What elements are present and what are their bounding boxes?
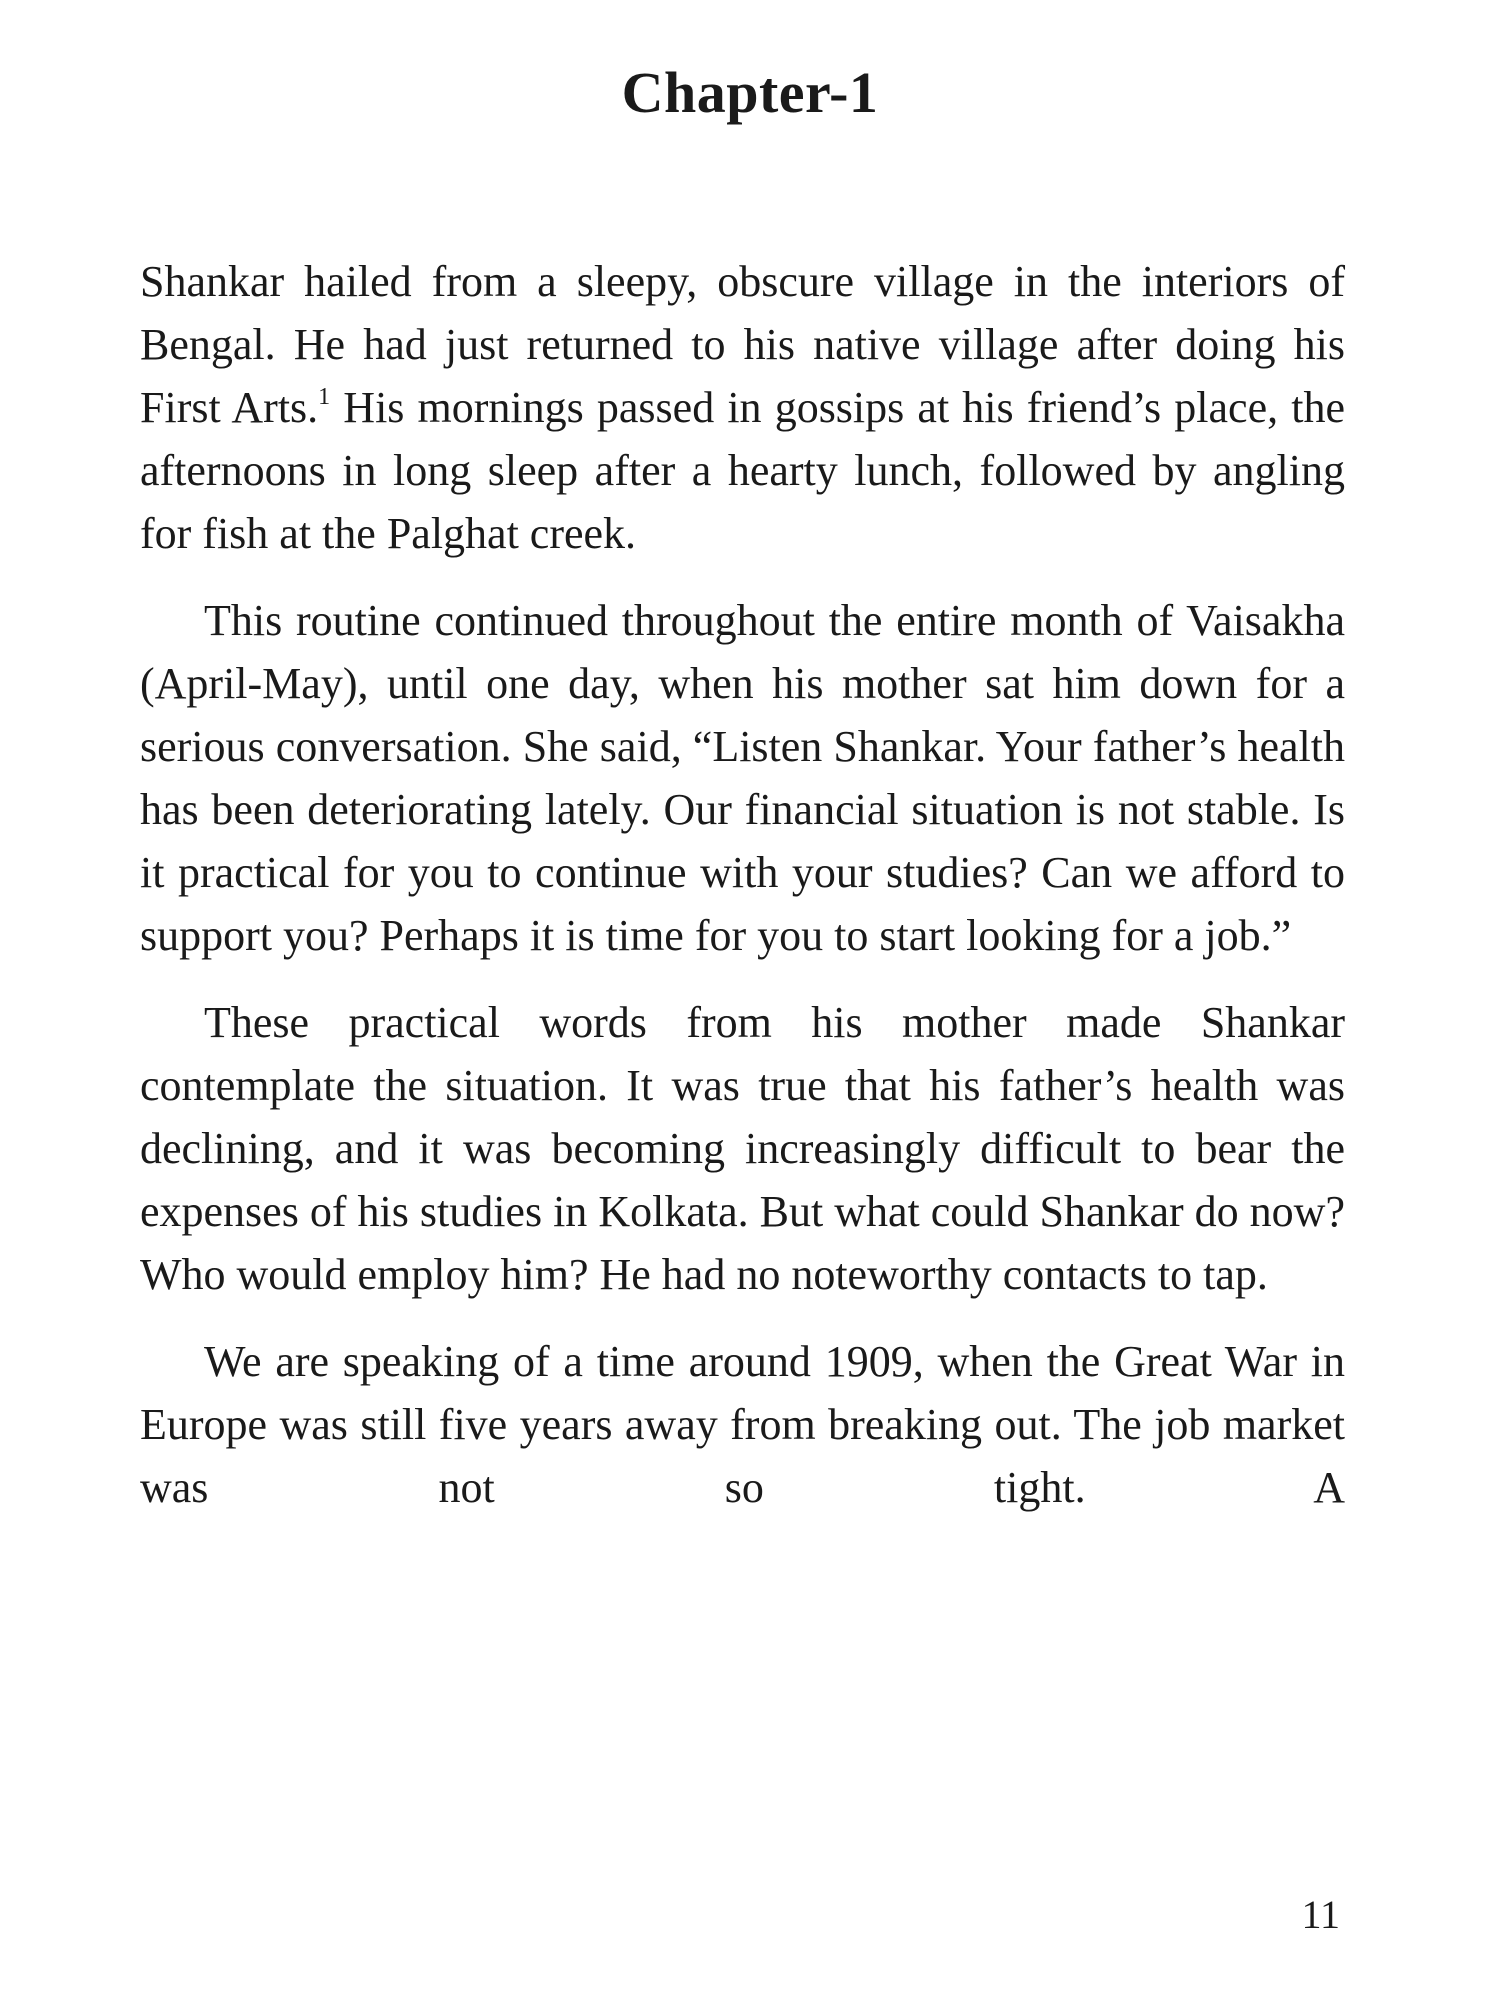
chapter-body <box>140 250 1345 1543</box>
paragraph-1 <box>140 250 1345 565</box>
page-number: 11 <box>1301 1892 1340 1937</box>
chapter-title: Chapter-1 <box>621 60 879 125</box>
paragraph-3: These practical words from his mother made Shankar contemplate the situation. It was true that his father’s health was declining, and it was becoming increasingly difficult to bear the expenses of his studies in Kolkata. But what could Shankar do now? Who would employ him? He had no noteworthy contacts to tap. <box>140 998 1345 1299</box>
paragraph-1-text-after-footnote: His mornings passed in gossips at his friend’s place, the afternoons in long sleep after a hearty lunch, followed by angling for fish at the Palghat creek. <box>140 383 1345 558</box>
paragraph-4: We are speaking of a time around 1909, when the Great War in Europe was still five years away from breaking out. The job market was not so tight. A <box>140 1337 1345 1512</box>
footnote-marker: 1 <box>318 384 331 410</box>
paragraph-1-text-before-footnote: Shankar hailed from a sleepy, obscure village in the interiors of Bengal. He had just returned to his native village after doing his First Arts. <box>140 257 1345 432</box>
paragraph-2: This routine continued throughout the entire month of Vaisakha (April-May), until one day, when his mother sat him down for a serious conversation. She said, “Listen Shankar. Your father’s health has been deteriorating lately. Our financial situation is not stable. Is it practical for you to continue with your studies? Can we afford to support you? Perhaps it is time for you to start looking for a job.” <box>140 596 1345 960</box>
